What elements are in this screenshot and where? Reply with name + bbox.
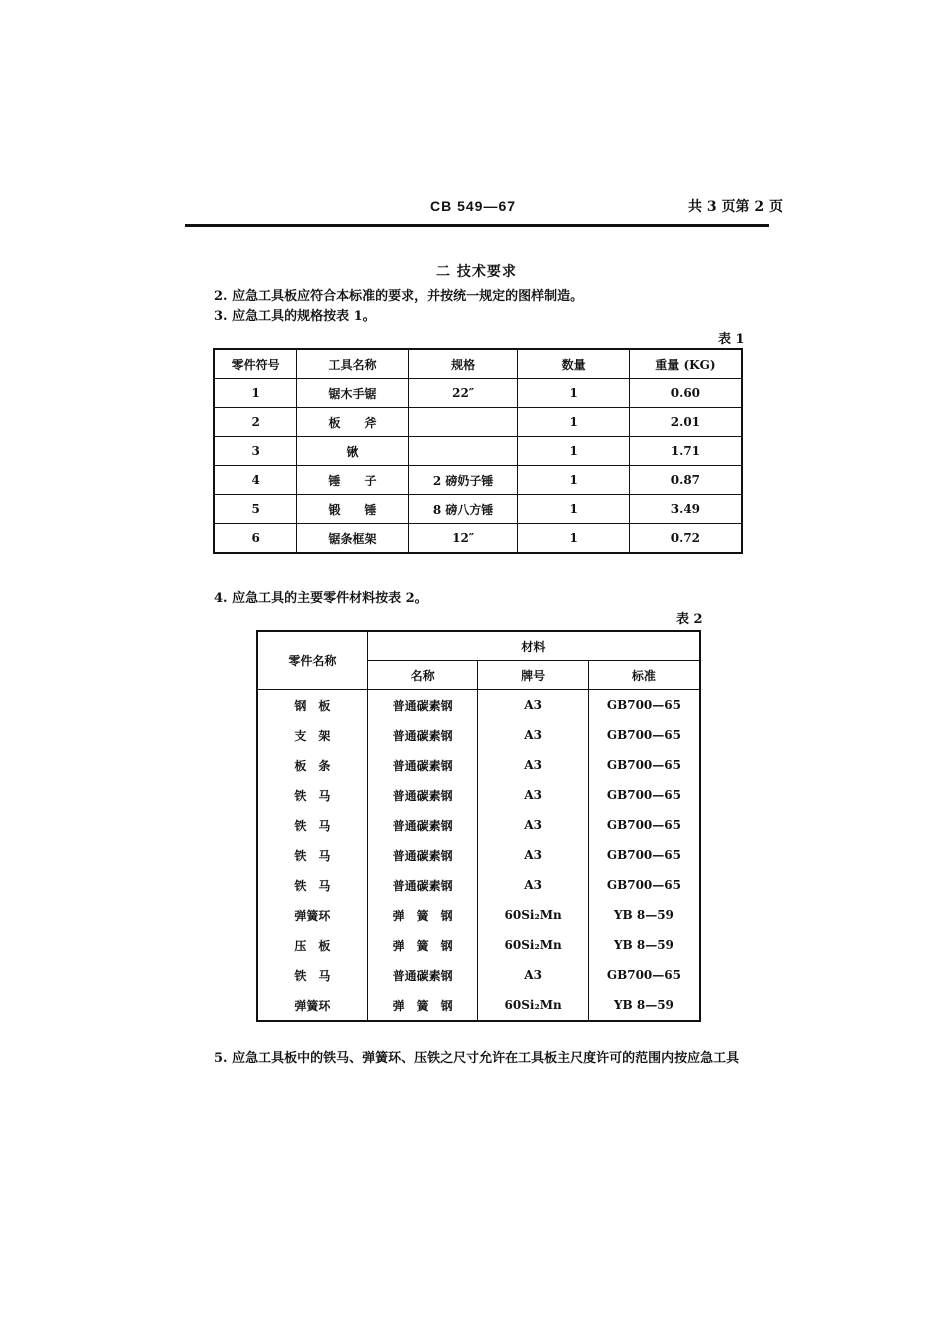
table-cell: 普通碳素钢	[367, 780, 478, 810]
table-cell: 3	[214, 437, 297, 466]
table-cell	[408, 437, 518, 466]
table-cell: 锤 子	[297, 466, 409, 495]
table-row	[257, 720, 700, 750]
table-cell: 弹 簧 钢	[367, 930, 478, 960]
table-cell: 1	[518, 495, 629, 524]
table-cell: 1	[518, 524, 629, 554]
table-row	[214, 466, 742, 495]
table1-label: 表 1	[718, 332, 745, 347]
table-cell: 弹 簧 钢	[367, 900, 478, 930]
col-header-part-name: 零件名称	[257, 631, 367, 690]
table-cell: A3	[478, 870, 588, 900]
table-cell: 铁 马	[257, 810, 367, 840]
table-cell: 5	[214, 495, 297, 524]
table-cell: GB700—65	[588, 870, 700, 900]
table-cell: 1	[518, 379, 629, 408]
col-subheader: 名称	[367, 661, 478, 690]
table-row	[257, 840, 700, 870]
table-cell: 60Si₂Mn	[478, 930, 588, 960]
table-row	[257, 690, 700, 721]
table-row	[214, 495, 742, 524]
table-cell: A3	[478, 780, 588, 810]
table-cell: 锯木手锯	[297, 379, 409, 408]
table-cell: 1	[518, 466, 629, 495]
table-cell: 普通碳素钢	[367, 750, 478, 780]
table-cell: 锻 锤	[297, 495, 409, 524]
table-cell: 1	[518, 408, 629, 437]
table-cell: YB 8—59	[588, 990, 700, 1021]
page-info: 共 3 页第 2 页	[688, 199, 783, 215]
table-cell: 普通碳素钢	[367, 720, 478, 750]
table-cell: 锹	[297, 437, 409, 466]
table-cell: 60Si₂Mn	[478, 990, 588, 1021]
table-cell: GB700—65	[588, 750, 700, 780]
table2-label: 表 2	[676, 612, 703, 627]
table-cell: GB700—65	[588, 810, 700, 840]
table-cell: YB 8—59	[588, 930, 700, 960]
table-row	[257, 960, 700, 990]
table-cell: 4	[214, 466, 297, 495]
table-cell: 弹簧环	[257, 900, 367, 930]
header-rule	[185, 224, 769, 227]
table-cell: GB700—65	[588, 840, 700, 870]
paragraph-4: 4. 应急工具的主要零件材料按表 2。	[214, 591, 428, 606]
table-cell	[408, 408, 518, 437]
table-cell: 1	[214, 379, 297, 408]
table-cell: GB700—65	[588, 780, 700, 810]
table-cell: 3.49	[629, 495, 742, 524]
table-row	[257, 810, 700, 840]
table-row	[257, 930, 700, 960]
table-cell: A3	[478, 960, 588, 990]
table-cell: A3	[478, 750, 588, 780]
col-header: 重量 (KG)	[629, 349, 742, 379]
table-cell: GB700—65	[588, 720, 700, 750]
table-cell: 0.60	[629, 379, 742, 408]
table-row	[257, 900, 700, 930]
table-cell: 12″	[408, 524, 518, 554]
col-header: 规格	[408, 349, 518, 379]
col-header: 零件符号	[214, 349, 297, 379]
table-cell: 0.72	[629, 524, 742, 554]
table-cell: 60Si₂Mn	[478, 900, 588, 930]
table-row	[214, 524, 742, 554]
table-cell: YB 8—59	[588, 900, 700, 930]
table-cell: GB700—65	[588, 690, 700, 721]
col-subheader: 牌号	[478, 661, 588, 690]
materials-table	[256, 630, 701, 1022]
table-cell: A3	[478, 810, 588, 840]
paragraph-2: 2. 应急工具板应符合本标准的要求，并按统一规定的图样制造。	[214, 289, 584, 304]
table-cell: 支 架	[257, 720, 367, 750]
table-row	[214, 437, 742, 466]
table-cell: 板 斧	[297, 408, 409, 437]
col-header: 数量	[518, 349, 629, 379]
table-cell: 22″	[408, 379, 518, 408]
table-row	[257, 990, 700, 1021]
col-subheader: 标准	[588, 661, 700, 690]
table-cell: 板 条	[257, 750, 367, 780]
table-cell: 铁 马	[257, 870, 367, 900]
table-row	[257, 750, 700, 780]
table-cell: A3	[478, 840, 588, 870]
table-cell: 2.01	[629, 408, 742, 437]
table-cell: 普通碳素钢	[367, 840, 478, 870]
table-cell: 0.87	[629, 466, 742, 495]
table-cell: 2 磅奶子锤	[408, 466, 518, 495]
col-header-material: 材料	[367, 631, 700, 661]
table-row	[214, 379, 742, 408]
table-cell: 1.71	[629, 437, 742, 466]
table-header-row	[214, 349, 742, 379]
col-header: 工具名称	[297, 349, 409, 379]
spec-table	[213, 348, 743, 554]
table-cell: 1	[518, 437, 629, 466]
table-cell: 锯条框架	[297, 524, 409, 554]
table-cell: 弹簧环	[257, 990, 367, 1021]
table-cell: 普通碳素钢	[367, 870, 478, 900]
table-cell: GB700—65	[588, 960, 700, 990]
table-cell: 压 板	[257, 930, 367, 960]
paragraph-5: 5. 应急工具板中的铁马、弹簧环、压铁之尺寸允许在工具板主尺度许可的范围内按应急工具	[214, 1051, 740, 1066]
table-cell: A3	[478, 720, 588, 750]
table-row	[257, 870, 700, 900]
table-cell: 普通碳素钢	[367, 960, 478, 990]
table-cell: A3	[478, 690, 588, 721]
table-cell: 铁 马	[257, 780, 367, 810]
table-cell: 8 磅八方锤	[408, 495, 518, 524]
paragraph-3: 3. 应急工具的规格按表 1。	[214, 309, 376, 324]
table-row	[214, 408, 742, 437]
document-code: CB 549—67	[430, 198, 517, 214]
table-row	[257, 780, 700, 810]
table-header-row	[257, 631, 700, 661]
section-title: 二 技术要求	[436, 264, 517, 280]
table-cell: 弹 簧 钢	[367, 990, 478, 1021]
table-cell: 普通碳素钢	[367, 690, 478, 721]
table-cell: 普通碳素钢	[367, 810, 478, 840]
table-cell: 2	[214, 408, 297, 437]
table-cell: 铁 马	[257, 840, 367, 870]
table-cell: 铁 马	[257, 960, 367, 990]
table-cell: 钢 板	[257, 690, 367, 721]
table-cell: 6	[214, 524, 297, 554]
